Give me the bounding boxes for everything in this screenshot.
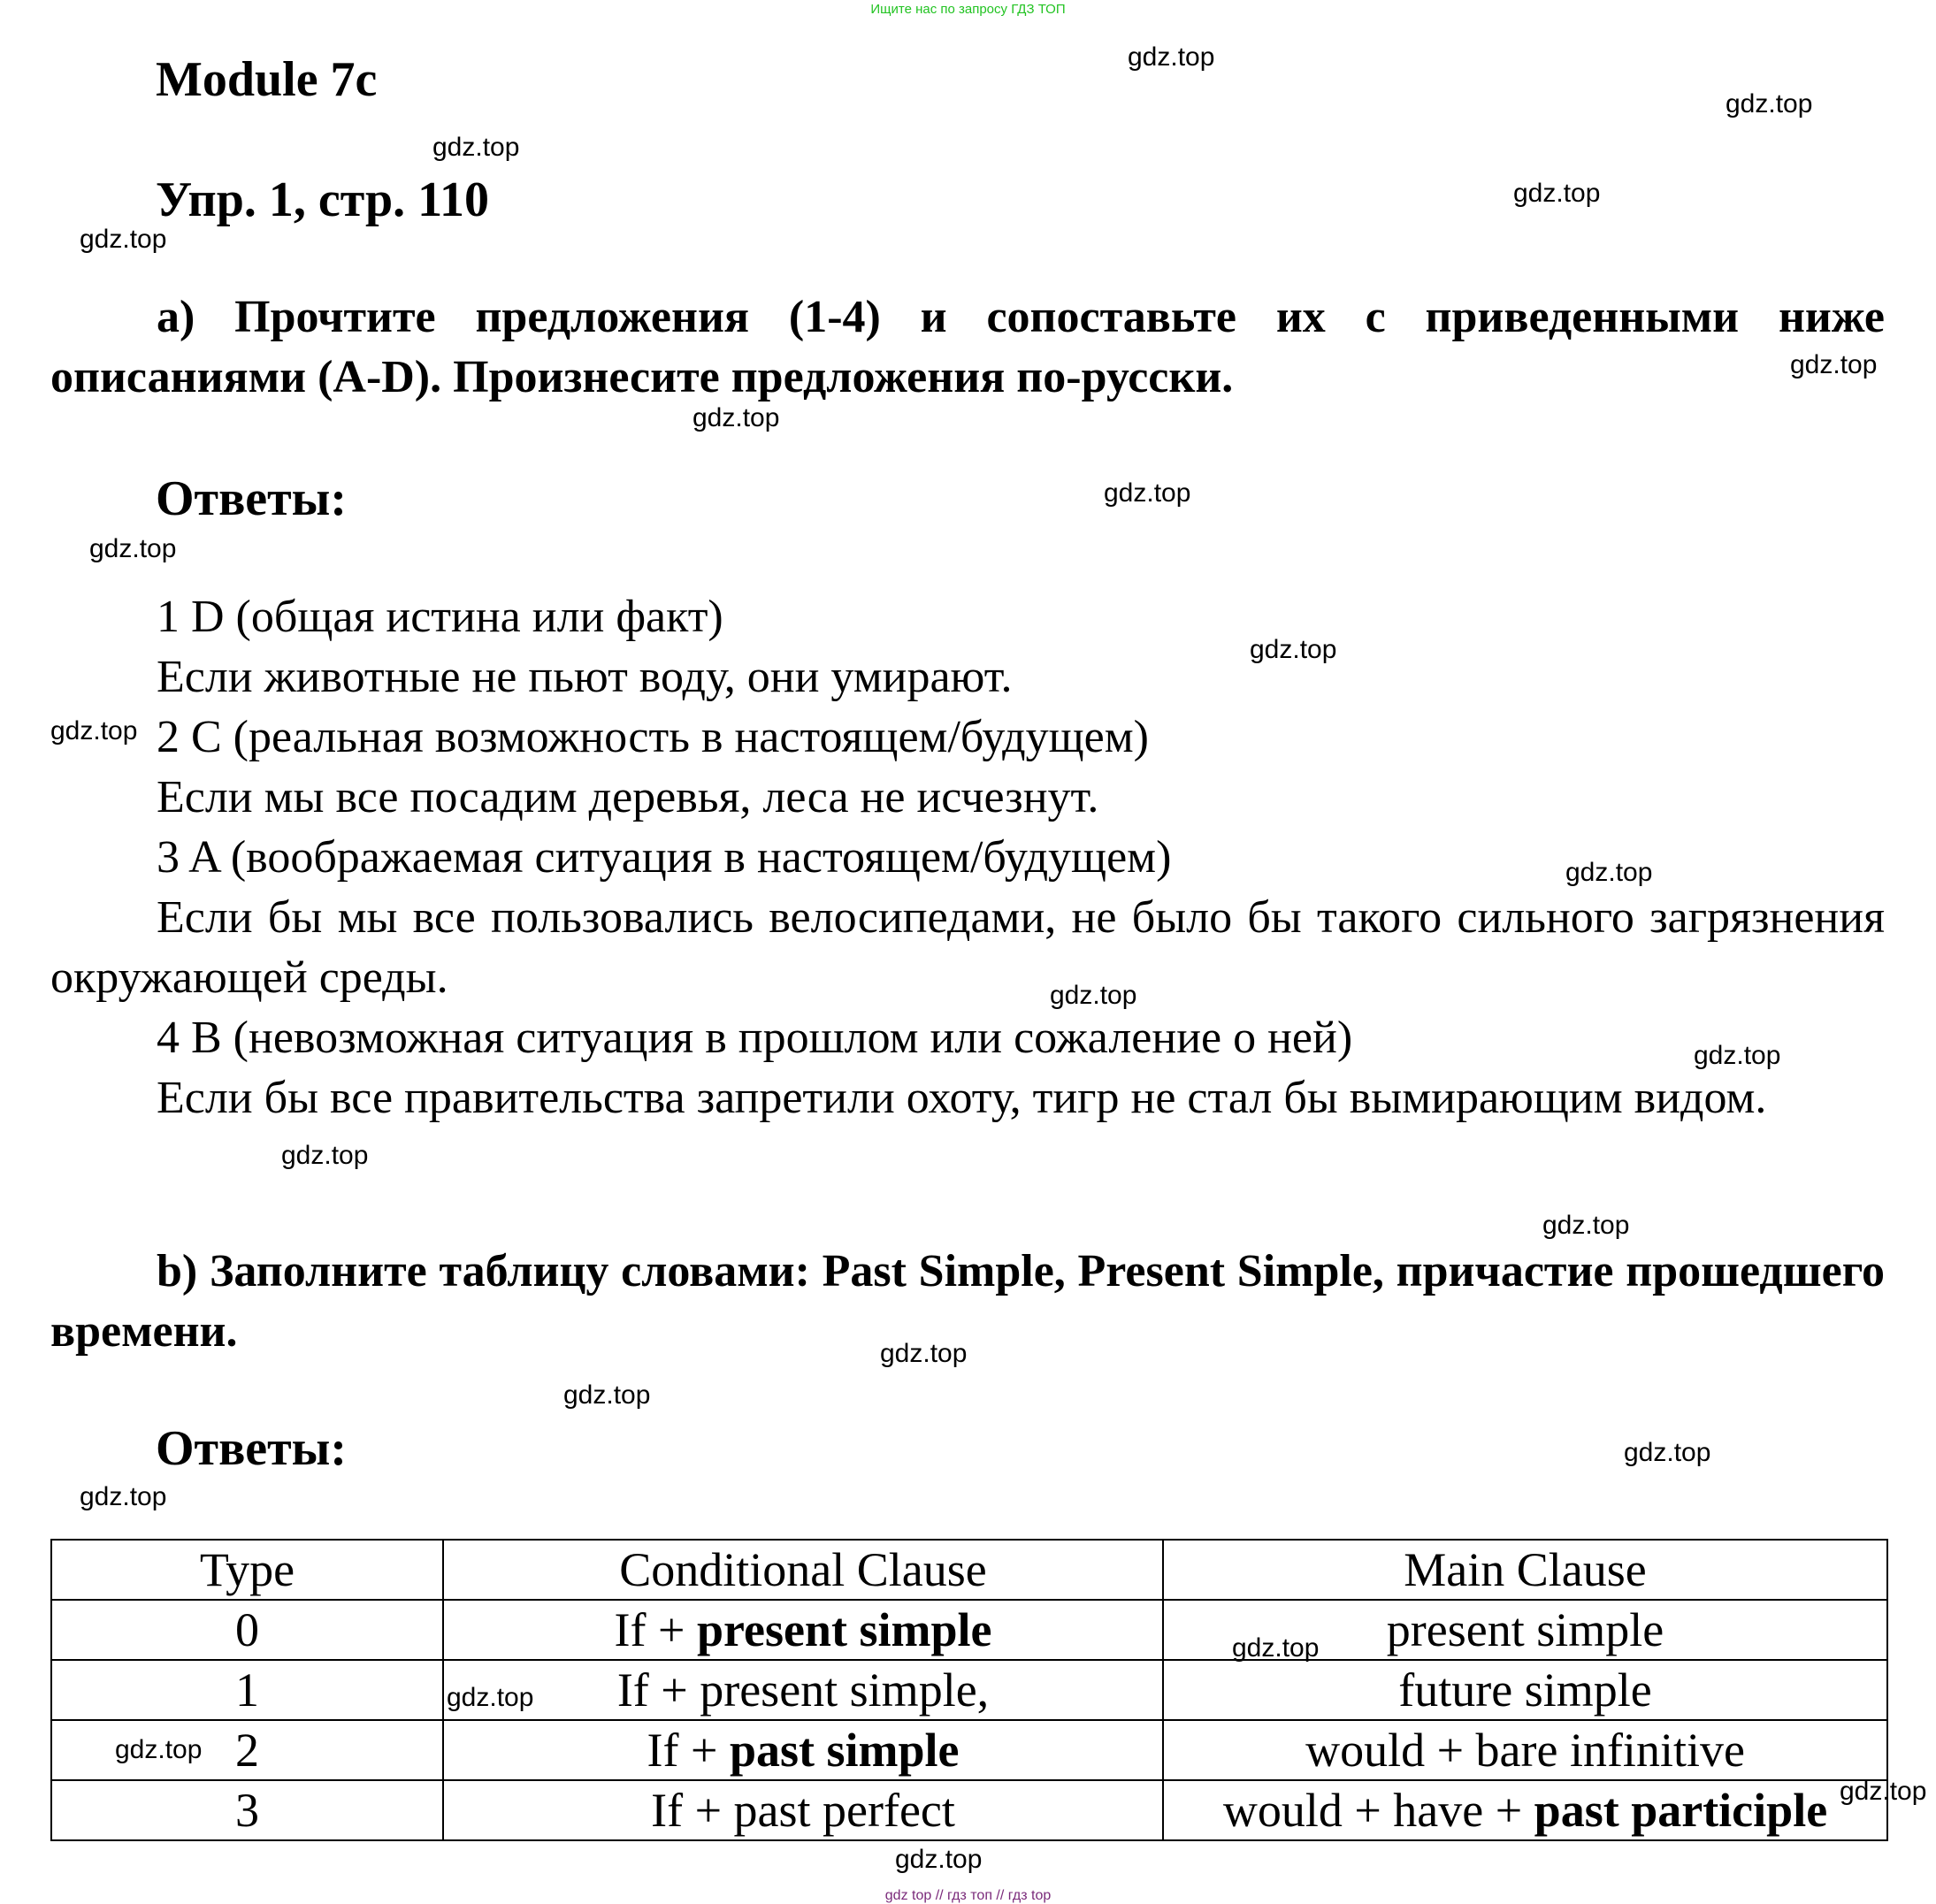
watermark: gdz.top <box>880 1339 968 1368</box>
conditional-text: If + past perfect <box>651 1784 955 1837</box>
header-main-clause: Main Clause <box>1163 1540 1887 1600</box>
main-cell <box>1163 1660 1887 1720</box>
answer-1-sentence: Если животные не пьют воду, они умирают. <box>157 652 1013 702</box>
watermark: gdz.top <box>432 133 520 162</box>
watermark: gdz.top <box>1250 635 1337 664</box>
watermark: gdz.top <box>447 1683 534 1712</box>
row-type: 0 <box>51 1600 443 1660</box>
answer-2-key: 2 C (реальная возможность в настоящем/будущем) <box>157 712 1149 762</box>
module-title: Module 7c <box>156 52 378 107</box>
conditional-bold-text: past simple <box>729 1724 960 1777</box>
main-text: would + bare infinitive <box>1305 1724 1745 1777</box>
conditionals-table <box>50 1539 1888 1841</box>
watermark: gdz.top <box>281 1141 369 1170</box>
conditional-cell <box>443 1780 1163 1840</box>
watermark: gdz.top <box>1232 1633 1320 1663</box>
watermark: gdz.top <box>1104 478 1191 508</box>
watermark: gdz.top <box>1790 350 1878 379</box>
main-text: future simple <box>1398 1663 1652 1717</box>
main-text: present simple <box>1386 1603 1664 1656</box>
watermark: gdz.top <box>563 1380 651 1410</box>
task-a-line1: a) Прочтите предложения (1-4) и сопоставьте их с приведенными ниже <box>157 292 1885 342</box>
watermark: gdz.top <box>693 403 780 432</box>
header-conditional-clause: Conditional Clause <box>443 1540 1163 1600</box>
conditional-cell <box>443 1600 1163 1660</box>
task-b-line2: прошедшего времени. <box>50 1246 1886 1357</box>
main-text: would + have + <box>1222 1784 1534 1837</box>
watermark: gdz.top <box>1840 1777 1927 1806</box>
answer-2-sentence: Если мы все посадим деревья, леса не исчезнут. <box>157 772 1099 822</box>
watermark: gdz.top <box>80 1482 167 1511</box>
table-row <box>51 1780 1887 1840</box>
watermark: gdz.top <box>1050 981 1137 1010</box>
main-cell <box>1163 1780 1887 1840</box>
exercise-title: Упр. 1, стр. 110 <box>156 172 490 227</box>
watermark: gdz.top <box>115 1735 203 1764</box>
answer-1-key: 1 D (общая истина или факт) <box>157 592 723 642</box>
watermark: gdz.top <box>1726 89 1813 119</box>
watermark: gdz.top <box>1128 42 1215 72</box>
watermark: gdz.top <box>50 716 138 746</box>
answers-heading-b: Ответы: <box>156 1421 348 1476</box>
conditional-bold-text: present simple <box>696 1603 992 1656</box>
answers-heading-a: Ответы: <box>156 471 348 526</box>
answer-3-key: 3 A (воображаемая ситуация в настоящем/будущем) <box>157 832 1172 883</box>
conditional-text: If + present simple, <box>616 1663 990 1717</box>
watermark: gdz.top <box>80 225 167 254</box>
conditional-text: If + <box>614 1603 697 1656</box>
table-row <box>51 1660 1887 1720</box>
main-bold-text: past participle <box>1534 1784 1828 1837</box>
watermark: gdz.top <box>1565 858 1653 887</box>
main-cell <box>1163 1720 1887 1780</box>
answer-3-sentence: Если бы мы все пользовались велосипедами, не было бы такого сильного загрязнения окружающей среды. <box>50 892 1885 1003</box>
conditional-cell <box>443 1720 1163 1780</box>
task-a-text <box>50 287 1885 408</box>
row-type: 1 <box>51 1660 443 1720</box>
top-banner: Ищите нас по запросу ГДЗ ТОП <box>870 2 1066 17</box>
conditional-text: If + <box>647 1724 730 1777</box>
header-type: Type <box>51 1540 443 1600</box>
bottom-banner: gdz top // гдз топ // гдз top <box>884 1888 1052 1903</box>
watermark: gdz.top <box>89 534 177 563</box>
watermark: gdz.top <box>1694 1041 1781 1070</box>
row-type: 3 <box>51 1780 443 1840</box>
task-b-line1: b) Заполните таблицу словами: Past Simple, Present Simple, причастие <box>157 1246 1614 1296</box>
table-header-row <box>51 1540 1887 1600</box>
conditional-cell <box>443 1660 1163 1720</box>
task-a-line2: описаниями (A-D). Произнесите предложения по-русски. <box>50 352 1234 402</box>
watermark: gdz.top <box>1542 1211 1630 1240</box>
table-row <box>51 1600 1887 1660</box>
watermark: gdz.top <box>895 1845 983 1874</box>
watermark: gdz.top <box>1624 1438 1711 1467</box>
answer-4-sentence: Если бы все правительства запретили охоту, тигр не стал бы вымирающим видом. <box>157 1073 1767 1123</box>
watermark: gdz.top <box>1513 179 1601 208</box>
answer-4-key: 4 B (невозможная ситуация в прошлом или сожаление о ней) <box>157 1013 1353 1063</box>
table-row <box>51 1720 1887 1780</box>
task-b-text <box>50 1242 1885 1362</box>
row-type: 2 <box>51 1720 443 1780</box>
